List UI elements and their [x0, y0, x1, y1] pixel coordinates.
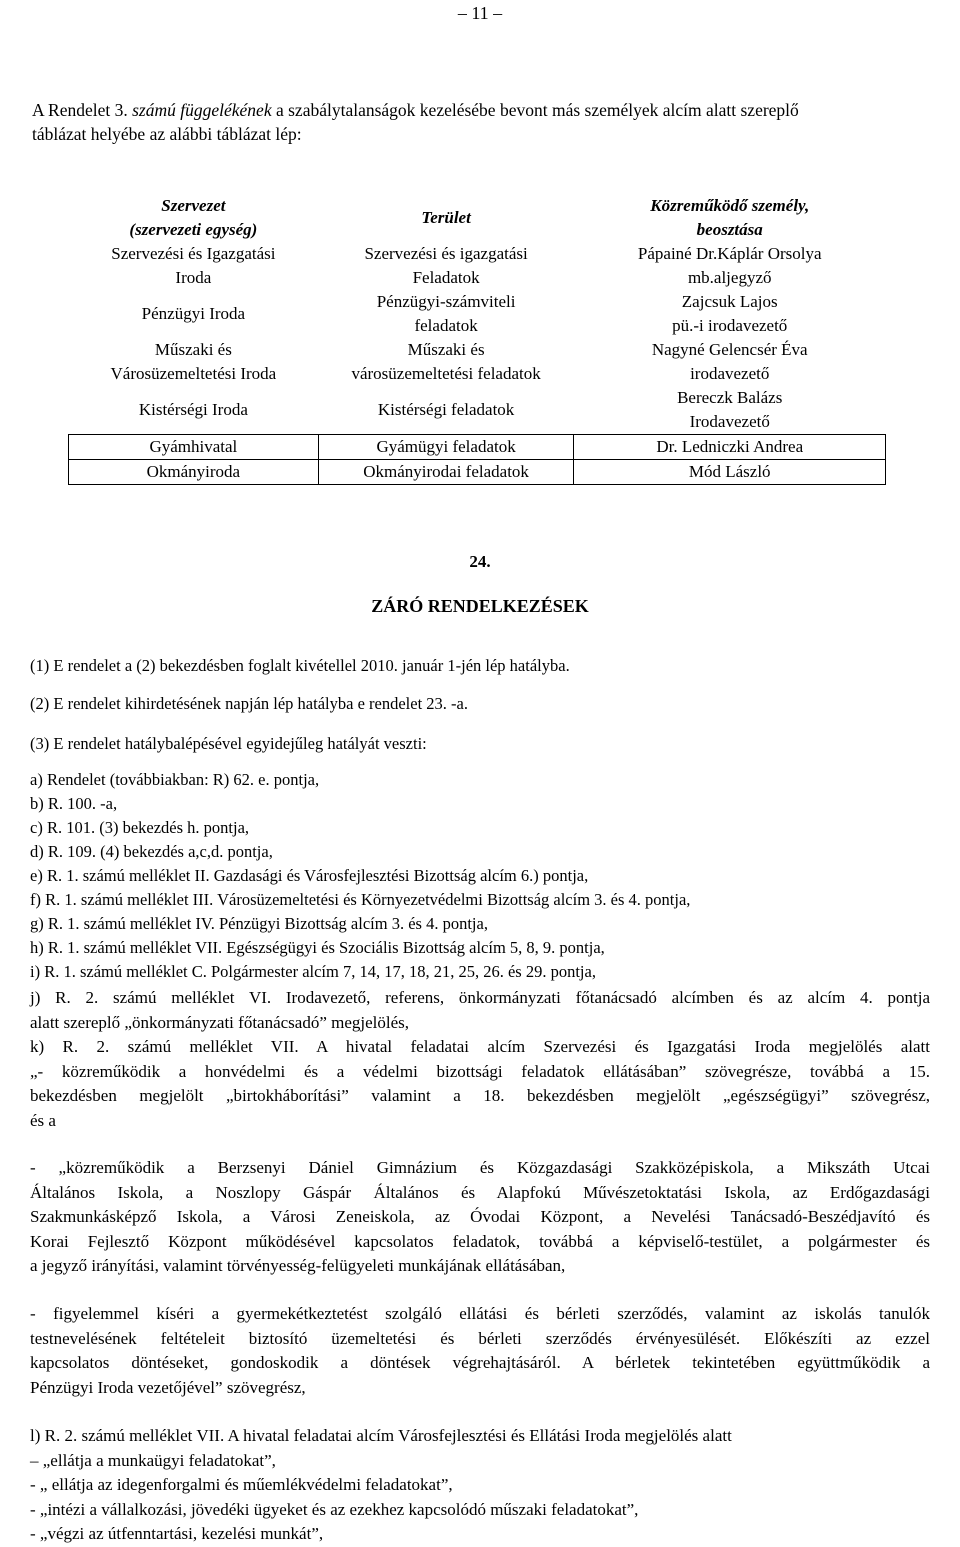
table-cell: Gyámhivatal — [69, 435, 319, 460]
table-row — [69, 386, 886, 435]
table-cell: Dr. Ledniczki Andrea — [574, 435, 886, 460]
list-item: g) R. 1. számú melléklet IV. Pénzügyi Bizottság alcím 3. és 4. pontja, — [30, 914, 488, 933]
responsibility-table — [68, 194, 886, 485]
cell-line: Kistérségi feladatok — [377, 400, 515, 419]
intro-italic-text: számú függelékének — [132, 100, 272, 120]
table-row — [69, 435, 886, 460]
text-line: j) R. 2. számú melléklet VI. Irodavezető, referens, önkormányzati főtanácsadó alcímben és az alcím 4. pontja — [30, 988, 930, 1007]
cell-line: feladatok — [414, 316, 478, 335]
list-item: d) R. 109. (4) bekezdés a,c,d. pontja, — [30, 842, 273, 861]
text-line: Pénzügyi Iroda vezetőjével” szövegrész, — [30, 1377, 306, 1397]
header-line: Terület — [421, 208, 471, 227]
paragraph-kozremukodik — [30, 1156, 930, 1279]
table-header-cell — [69, 194, 319, 242]
intro-text: A Rendelet 3. — [32, 100, 133, 120]
text-line: bekezdésben megjelölt „birtokháborítási” valamint a 18. bekezdésben megjelölt „egészségügyi” szövegrész, — [30, 1086, 930, 1105]
table-cell: Mód László — [574, 460, 886, 485]
text-line: Általános Iskola, a Noszlopy Gáspár Általános és Alapfokú Művészetoktatási Iskola, az Erdőgazdasági — [30, 1182, 930, 1202]
table-row — [69, 460, 886, 485]
cell-line: Nagyné Gelencsér Éva — [651, 340, 808, 359]
text-line: és a — [30, 1110, 56, 1130]
cell-line: Pápainé Dr.Káplár Orsolya — [637, 244, 822, 263]
intro-text: a szabálytalanságok kezelésébe bevont más személyek alcím alatt szereplő — [271, 100, 799, 120]
cell-line: mb.aljegyző — [687, 268, 772, 287]
table-cell — [574, 290, 886, 338]
text-line: – „ellátja a munkaügyi feladatokat”, — [30, 1450, 276, 1470]
text-line: l) R. 2. számú melléklet VII. A hivatal feladatai alcím Városfejlesztési és Ellátási Iroda megjelölés alatt — [30, 1426, 732, 1445]
table-cell — [318, 242, 574, 290]
table-cell — [574, 338, 886, 386]
list-item: c) R. 101. (3) bekezdés h. pontja, — [30, 818, 250, 837]
table-cell — [574, 386, 886, 435]
intro-paragraph — [32, 98, 932, 146]
header-line: (szervezeti egység) — [129, 220, 258, 239]
table-cell — [69, 242, 319, 290]
paragraph-figyelemmel — [30, 1302, 930, 1400]
cell-line: városüzemeltetési feladatok — [351, 364, 541, 383]
list-item-j — [30, 986, 930, 1035]
table-cell — [69, 338, 319, 386]
table-cell — [69, 386, 319, 435]
cell-line: Szervezési és igazgatási — [364, 244, 528, 263]
header-line: beosztása — [696, 220, 763, 239]
cell-line: Feladatok — [412, 268, 480, 287]
table-header-cell — [318, 194, 574, 242]
text-line: - „közreműködik a Berzsenyi Dániel Gimnázium és Közgazdasági Szakközépiskola, a Mikszáth Utcai — [30, 1158, 930, 1177]
table-row — [69, 338, 886, 386]
table-cell — [318, 386, 574, 435]
list-item: i) R. 1. számú melléklet C. Polgármester alcím 7, 14, 17, 18, 21, 25, 26. és 29. pontja, — [30, 962, 596, 981]
cell-line: Zajcsuk Lajos — [681, 292, 778, 311]
cell-line: Bereczk Balázs — [677, 388, 783, 407]
text-line: alatt szereplő „önkormányzati főtanácsadó” megjelölés, — [30, 1012, 410, 1032]
text-line: kapcsolatos döntéseket, gondoskodik a döntések végrehajtásáról. A bérletek tekintetében együttműködik a — [30, 1353, 930, 1372]
text-line: Korai Fejlesztő Központ működésével kapcsolatos feladatok, továbbá a képviselő-testület, a polgármester és — [30, 1231, 930, 1251]
cell-line: pü.-i irodavezető — [672, 316, 788, 335]
list-item: e) R. 1. számú melléklet II. Gazdasági és Városfejlesztési Bizottság alcím 6.) pontja, — [30, 866, 589, 885]
list-item: b) R. 100. -a, — [30, 794, 118, 813]
provision-1: (1) E rendelet a (2) bekezdésben foglalt kivétellel 2010. január 1-jén lép hatályba. — [30, 656, 570, 675]
text-line: - figyelemmel kíséri a gyermekétkeztetést szolgáló ellátási és bérleti szerződés, valamint az iskolás tanulók — [30, 1304, 930, 1323]
cell-line: irodavezető — [690, 364, 770, 383]
table-cell: Gyámügyi feladatok — [318, 435, 574, 460]
list-item: f) R. 1. számú melléklet III. Városüzemeltetési és Környezetvédelmi Bizottság alcím 3. és 4. pontja, — [30, 890, 691, 909]
text-line: - „ ellátja az idegenforgalmi és műemlékvédelmi feladatokat”, — [30, 1475, 453, 1494]
cell-line: Műszaki és — [154, 340, 232, 359]
cell-line: Pénzügyi-számviteli — [376, 292, 516, 311]
text-line: testnevelésének feltételeit biztosító üzemeltetési és bérleti szerződés érvényesülését. Előkészíti az ezzel — [30, 1328, 930, 1348]
section-number: 24. — [469, 552, 491, 571]
cell-line: Városüzemeltetési Iroda — [110, 364, 277, 383]
text-line: „- közreműködik a honvédelmi és a védelmi bizottsági feladatok ellátásában” szövegrésze, továbbá a 15. — [30, 1061, 930, 1081]
cell-line: Irodavezető — [689, 412, 770, 431]
cell-line: Pénzügyi Iroda — [141, 304, 246, 323]
table-cell — [574, 242, 886, 290]
table-cell — [318, 338, 574, 386]
cell-line: Iroda — [175, 268, 212, 287]
header-line: Közreműködő személy, — [650, 196, 810, 215]
header-line: Szervezet — [161, 196, 226, 215]
text-line: - „intézi a vállalkozási, jövedéki ügyeket és az ezekhez kapcsolódó műszaki feladatokat”, — [30, 1499, 639, 1519]
table-row — [69, 242, 886, 290]
table-header-row — [69, 194, 886, 242]
text-line: Szakmunkásképző Iskola, a Városi Zeneiskola, az Óvodai Központ, a Nevelési Tanácsadó-Beszédjavító és — [30, 1207, 930, 1226]
table-cell — [69, 290, 319, 338]
list-item: h) R. 1. számú melléklet VII. Egészségügyi és Szociális Bizottság alcím 5, 8, 9. pontja, — [30, 938, 605, 957]
provision-2: (2) E rendelet kihirdetésének napján lép hatályba e rendelet 23. -a. — [30, 694, 468, 713]
text-line: k) R. 2. számú melléklet VII. A hivatal feladatai alcím Szervezési és Igazgatási Iroda megjelölés alatt — [30, 1037, 930, 1056]
text-line: - „végzi az útfenntartási, kezelési munkát”, — [30, 1524, 324, 1543]
cell-line: Műszaki és — [407, 340, 485, 359]
intro-text: táblázat helyébe az alábbi táblázat lép: — [32, 124, 302, 144]
list-item-l — [30, 1424, 732, 1547]
list-item-k — [30, 1035, 930, 1133]
page-number: – 11 – — [457, 3, 503, 23]
table-row — [69, 290, 886, 338]
table-cell: Okmányirodai feladatok — [318, 460, 574, 485]
table-cell — [318, 290, 574, 338]
table-header-cell — [574, 194, 886, 242]
list-item: a) Rendelet (továbbiakban: R) 62. e. pontja, — [30, 770, 320, 789]
cell-line: Szervezési és Igazgatási — [111, 244, 276, 263]
text-line: a jegyző irányítási, valamint törvényesség-felügyeleti munkájának ellátásában, — [30, 1256, 566, 1275]
section-title: ZÁRÓ RENDELKEZÉSEK — [371, 596, 589, 616]
cell-line: Kistérségi Iroda — [138, 400, 248, 419]
table-cell: Okmányiroda — [69, 460, 319, 485]
provision-3: (3) E rendelet hatálybalépésével egyidejűleg hatályát veszti: — [30, 734, 427, 753]
